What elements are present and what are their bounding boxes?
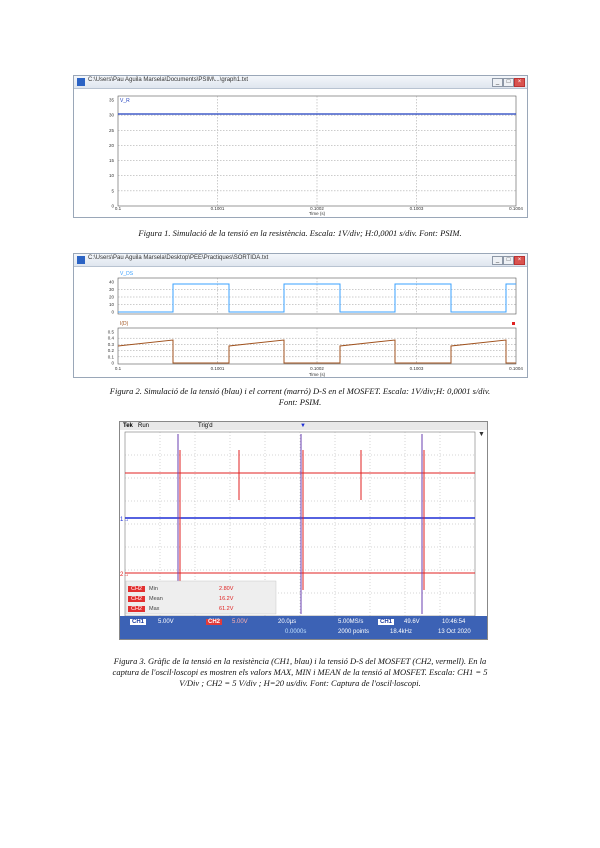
figure1-y-tick: 25 [108, 127, 114, 133]
figure2-upper-trace-label: V_DS [120, 271, 134, 277]
figure3-caption-line3: V/Div ; CH2 = 5 V/div ; H=20 us/div. Font: Captura de l'oscil·loscopi. [179, 678, 421, 688]
measurement-min: CH2 Min 2.80V [128, 586, 233, 593]
figure2-x-tick: 0.1002 [310, 366, 324, 371]
figure2-x-tick: 0.1001 [210, 366, 225, 371]
figure3-oscilloscope [119, 421, 488, 640]
figure1-y-tick: 30 [108, 112, 114, 118]
scope-mode: Run [138, 423, 150, 429]
figure1-y-tick: 0 [111, 203, 114, 209]
minimize-icon[interactable]: _ [492, 78, 503, 87]
figure1-y-tick: 15 [108, 158, 114, 164]
scope-top-bar [120, 422, 487, 430]
figure1-x-tick: 0.1004 [509, 206, 523, 211]
timebase: 20.0µs [278, 619, 297, 625]
figure3-caption-line2: captura de l'oscil·loscopi es mostren els valors MAX, MIN i MEAN de la tensió al MOSFET. Escala: CH1 = 5 [112, 667, 488, 677]
trigger-level: 49.6V [404, 619, 420, 625]
trigger-level-marker: ▼ [478, 431, 485, 438]
sample-rate: 5.00MS/s [338, 619, 364, 625]
figure1-x-tick: 0.1003 [409, 206, 424, 211]
figure2-upper-y-tick: 0 [111, 309, 114, 315]
figure2-upper-y-tick: 20 [108, 294, 114, 300]
close-icon[interactable]: × [514, 256, 525, 265]
figure1-x-axis-label: Time (s) [308, 211, 326, 216]
figure2-lower-y-tick: 0.4 [107, 335, 114, 341]
horizontal-position: 0.0000s [285, 629, 307, 635]
figure1-x-tick: 0.1002 [310, 206, 324, 211]
app-icon [77, 78, 85, 86]
figure2-lower-y-tick: 0.1 [107, 354, 114, 360]
close-icon[interactable]: × [514, 78, 525, 87]
scope-trigger-marker: ▼ [300, 423, 306, 429]
figure1-y-tick: 20 [108, 142, 114, 148]
ch2-label[interactable]: CH2 [208, 619, 221, 625]
figure2-lower-y-tick: 0.5 [107, 329, 114, 335]
figure3-caption-line1: Figura 3. Gràfic de la tensió en la resistència (CH1, blau) i la tensió D-S del MOSFET (CH2, vermell). En la [113, 656, 487, 666]
maximize-icon[interactable]: □ [503, 256, 514, 265]
record-length: 2000 points [338, 629, 370, 635]
ch1-scale: 5.00V [158, 619, 174, 625]
scope-brand: Tek [123, 423, 133, 429]
figure2-x-tick: 0.1 [114, 366, 122, 371]
scope-status-bar [120, 616, 487, 639]
figure2-upper-y-tick: 30 [108, 287, 114, 292]
figure1-x-tick: 0.1001 [210, 206, 225, 211]
ch1-ground-marker: 1→ [120, 517, 130, 523]
ch2-ground-marker: 2→ [120, 572, 130, 578]
figure2-window [73, 253, 528, 378]
figure1-window [73, 75, 528, 218]
minimize-icon[interactable]: _ [492, 256, 503, 265]
scope-trigger-status: Trig'd [198, 423, 213, 429]
figure2-marker [512, 322, 515, 325]
trigger-frequency: 18.4kHz [390, 629, 413, 635]
clock-time: 10:46:54 [442, 619, 466, 625]
figure2-plot [74, 266, 527, 377]
figure2-lower-y-tick: 0 [111, 360, 114, 366]
measurement-mean: CH2 Mean 16.2V [128, 596, 233, 603]
scope-date: 13 Oct 2020 [438, 629, 471, 635]
figure2-x-tick: 0.1004 [509, 366, 523, 371]
ch2-scale: 5.00V [232, 619, 248, 625]
figure1-y-tick: 5 [111, 188, 114, 194]
figure1-plot [74, 88, 527, 217]
figure2-lower-y-tick: 0.2 [107, 348, 114, 354]
ch1-label[interactable]: CH1 [132, 619, 145, 625]
figure1-y-tick: 10 [108, 173, 114, 179]
measurement-max: CH2 Max 61.2V [128, 606, 233, 613]
figure2-lower-y-tick: 0.3 [107, 341, 114, 347]
app-icon [77, 256, 85, 264]
figure2-upper-y-tick: 10 [108, 302, 114, 307]
figure2-lower-trace-label: I(D) [120, 321, 129, 327]
figure2-upper-y-tick: 40 [108, 279, 114, 285]
figure2-x-tick: 0.1003 [409, 366, 424, 371]
figure1-trace-label: V_R [120, 98, 130, 104]
figure2-x-axis-label: Time (s) [308, 372, 326, 377]
trigger-channel[interactable]: CH1 [380, 619, 393, 625]
figure1-y-tick: 35 [108, 97, 114, 103]
figure2-window-title: C:\Users\Pau Aguila Marsela\Desktop\PEE\Practiques\SORTIDA.txt [88, 255, 269, 261]
figure1-window-title: C:\Users\Pau Aguila Marsela\Documents\PSIM\...\graph1.txt [88, 77, 249, 83]
maximize-icon[interactable]: □ [503, 78, 514, 87]
figure1-caption: Figura 1. Simulació de la tensió en la resistència. Escala: 1V/div; H:0,0001 s/div. Font: PSIM. [138, 228, 462, 238]
figure2-caption-line1: Figura 2. Simulació de la tensió (blau) i el corrent (marró) D-S en el MOSFET. Escala: 1V/div;H: 0,0001 s/div. [109, 386, 491, 396]
figure1-x-tick: 0.1 [114, 206, 122, 211]
figure2-caption-line2: Font: PSIM. [278, 397, 322, 407]
